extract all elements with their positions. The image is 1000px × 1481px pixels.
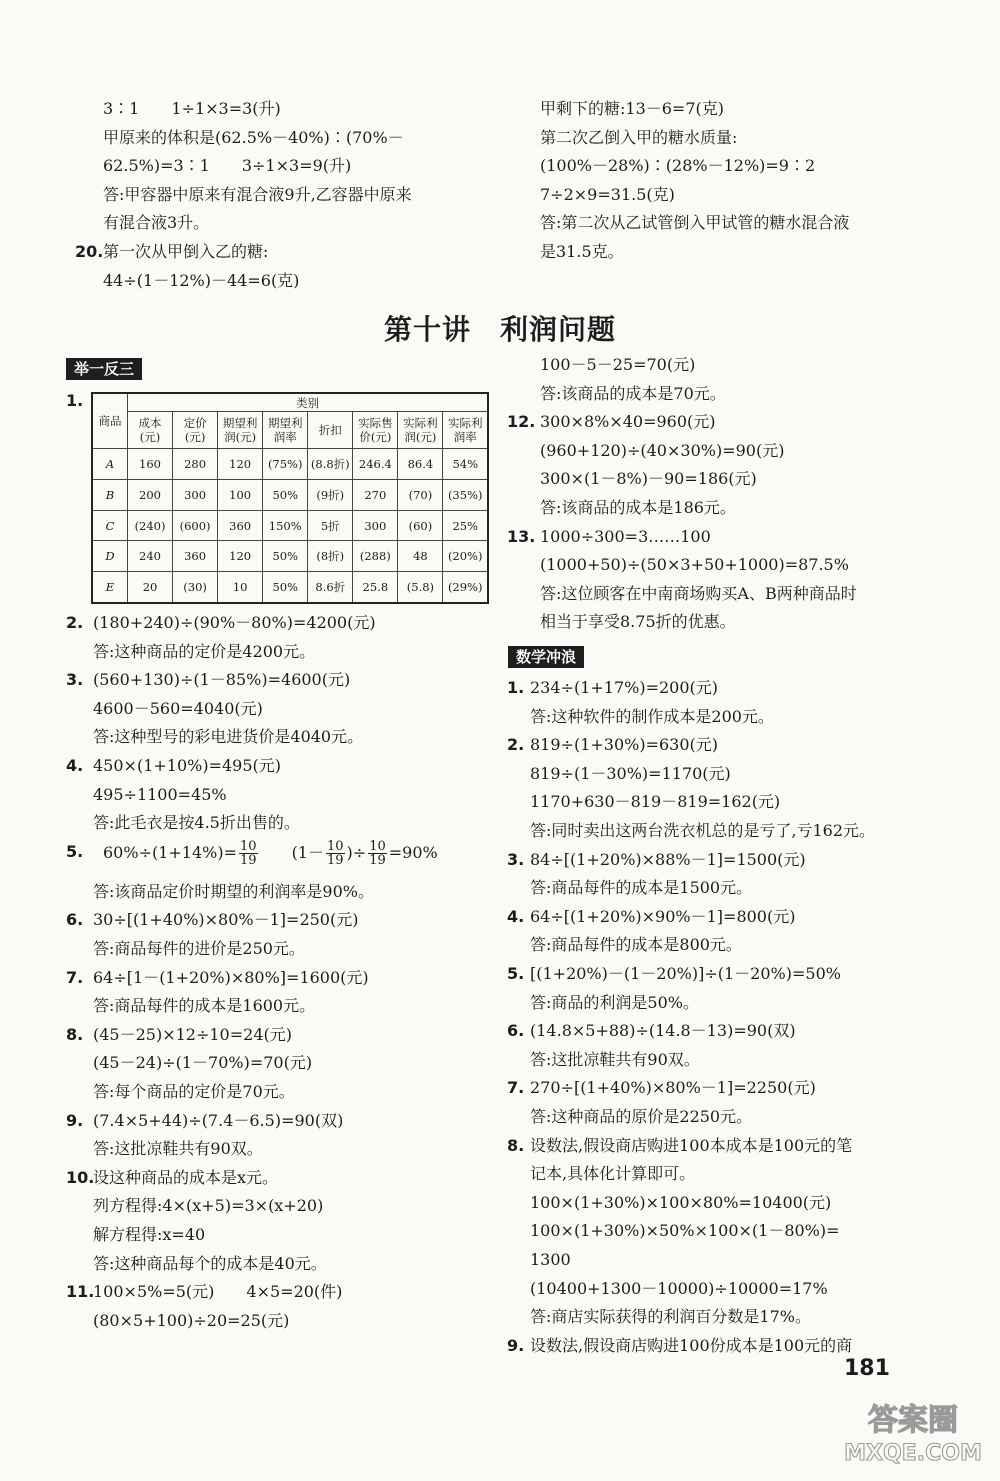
answer-line: (560+130)÷(1－85%)=4600(元) (93, 670, 351, 690)
table-cell: (288) (353, 541, 398, 572)
answer-line: 3∶1 1÷1×3=3(升) (103, 99, 281, 118)
table-cell: (70) (398, 479, 443, 510)
question-number: 2. (66, 613, 84, 632)
question-number: 6. (507, 1021, 525, 1041)
answer-line: 100－5－25=70(元) (540, 355, 696, 374)
answer-line: 答:这种软件的制作成本是200元。 (530, 706, 774, 726)
answer-line: 答:每个商品的定价是70元。 (93, 1082, 295, 1101)
question-number: 3. (66, 670, 84, 690)
answer-line: 解方程得:x=40 (93, 1225, 206, 1244)
fraction (239, 840, 258, 867)
answer-line: 答:甲容器中原来有混合液9升,乙容器中原来 (103, 184, 412, 204)
table-cell: (8.8折) (308, 449, 353, 480)
answer-line: 答:这位顾客在中南商场购买A、B两种商品时 (540, 583, 857, 603)
answer-line: 答:此毛衣是按4.5折出售的。 (93, 813, 300, 833)
table-cell: (240) (128, 510, 173, 541)
answer-line: 设数法,假设商店购进100份成本是100元的商 (530, 1335, 853, 1355)
question-number: 10. (66, 1167, 95, 1187)
table-row (92, 479, 488, 510)
chapter-title: 第十讲 利润问题 (383, 313, 616, 346)
table-cell: 240 (128, 541, 173, 572)
question-number: 13. (507, 526, 536, 546)
table-cell: 300 (173, 479, 218, 510)
answer-line: 设数法,假设商店购进100本成本是100元的笔 (530, 1135, 853, 1155)
answer-line: 答:商品每件的进价是250元。 (93, 939, 305, 958)
answer-line: 300×8%×40=960(元) (540, 412, 716, 432)
answer-line: 819÷(1－30%)=1170(元) (530, 763, 731, 783)
table-cell: 160 (128, 449, 173, 480)
answer-line: 答:商品的利润是50%。 (530, 992, 699, 1012)
answer-line: 234÷(1+17%)=200(元) (530, 678, 719, 697)
table-row (92, 541, 488, 572)
answer-line: 答:这种商品的定价是4200元。 (93, 641, 316, 661)
denominator: 19 (369, 852, 386, 868)
numerator: 10 (240, 838, 257, 854)
table-cell: (35%) (443, 479, 488, 510)
answer-line: 495÷1100=45% (93, 784, 227, 804)
answer-line: 答:商品每件的成本是1600元。 (93, 996, 316, 1016)
table-cell: C (92, 510, 128, 541)
table-cell: (600) (173, 510, 218, 541)
numerator: 10 (369, 838, 386, 854)
answer-line: 是31.5克。 (540, 242, 624, 261)
table-cell: B (92, 479, 128, 510)
question-number: 8. (66, 1024, 84, 1044)
answer-line: 64÷[(1+20%)×90%－1]=800(元) (530, 906, 796, 926)
question-number: 4. (507, 906, 525, 926)
answer-line: 答:该商品的成本是70元。 (540, 383, 726, 403)
question-number: 9. (66, 1110, 84, 1130)
table-cell: 246.4 (353, 449, 398, 480)
answer-line: 答:同时卖出这两台洗衣机总的是亏了,亏162元。 (530, 821, 876, 840)
question-number: 7. (507, 1078, 525, 1098)
column-header-cell: 成本 (元) (128, 412, 173, 449)
question-number: 3. (507, 849, 525, 869)
answer-line: 62.5%)=3∶1 3÷1×3=9(升) (103, 156, 352, 176)
table-cell: 120 (218, 541, 263, 572)
answer-line: (960+120)÷(40×30%)=90(元) (540, 440, 785, 460)
table-cell: 20 (128, 572, 173, 603)
answer-line: 64÷[1－(1+20%)×80%]=1600(元) (93, 967, 369, 987)
table-cell: 300 (353, 510, 398, 541)
question-number: 7. (66, 967, 84, 987)
answer-line: (7.4×5+44)÷(7.4－6.5)=90(双) (93, 1110, 344, 1130)
answer-line: 450×(1+10%)=495(元) (93, 756, 282, 775)
table-row (92, 510, 488, 541)
question-number: 20. (75, 242, 104, 261)
answer-line: 设这种商品的成本是x元。 (93, 1167, 279, 1187)
question-number: 5. (66, 841, 84, 861)
column-header-cell: 实际利 润(元) (398, 412, 443, 449)
answer-line: 300×(1－8%)－90=186(元) (540, 469, 757, 489)
question-number: 2. (507, 735, 525, 755)
table-cell: 50% (263, 572, 308, 603)
table-cell: 280 (173, 449, 218, 480)
denominator: 19 (327, 852, 344, 868)
answer-line: 100×5%=5(元) 4×5=20(件) (93, 1282, 343, 1302)
answer-line: 60%÷(1+14%)= $\frac{10}{19}$ (1－ $\frac{10}{19}$ )÷ $\frac{10}{19}$ =90% (103, 838, 438, 868)
table-cell: 10 (218, 572, 263, 603)
answer-line: (45－24)÷(1－70%)=70(元) (93, 1053, 313, 1073)
table-cell: 120 (218, 449, 263, 480)
category-header-cell: 类别 (128, 393, 489, 412)
answer-line: 甲原来的体积是(62.5%－40%)∶(70%－ (103, 127, 404, 147)
answer-line: 答:该商品的成本是186元。 (540, 498, 736, 517)
table-cell: (5.8) (398, 572, 443, 603)
column-header-cell: 期望利 润(元) (218, 412, 263, 449)
answer-line: 有混合液3升。 (103, 213, 210, 233)
question-number: 9. (507, 1335, 525, 1355)
table-cell: 270 (353, 479, 398, 510)
answer-line: 第二次乙倒入甲的糖水质量: (540, 127, 738, 147)
column-header-cell: 定价 (元) (173, 412, 218, 449)
table-cell: E (92, 572, 128, 603)
answer-line: (100%－28%)∶(28%－12%)=9∶2 (540, 156, 816, 176)
page-number: 181 (844, 1356, 890, 1381)
answer-line: 1000÷300=3……100 (540, 526, 711, 546)
table-cell: 150% (263, 510, 308, 541)
answer-line: 100×(1+30%)×100×80%=10400(元) (530, 1192, 832, 1212)
column-header-cell: 实际售 价(元) (353, 412, 398, 449)
table-cell: (8折) (308, 541, 353, 572)
table-cell: (30) (173, 572, 218, 603)
answer-line: 1300 (530, 1250, 571, 1269)
question-number: 4. (66, 756, 84, 775)
table-cell: 100 (218, 479, 263, 510)
answer-line: 270÷[(1+40%)×80%－1]=2250(元) (530, 1078, 816, 1098)
table-cell: 200 (128, 479, 173, 510)
answer-line: 答:这批凉鞋共有90双。 (93, 1139, 263, 1159)
answer-line: (45－25)×12÷10=24(元) (93, 1024, 292, 1044)
question-number: 5. (507, 964, 525, 983)
table-cell: 360 (173, 541, 218, 572)
question-number: 6. (66, 910, 84, 930)
table-cell: 48 (398, 541, 443, 572)
table-cell: 25.8 (353, 572, 398, 603)
answer-line: 答:这种型号的彩电进货价是4040元。 (93, 727, 364, 747)
answer-line: (14.8×5+88)÷(14.8－13)=90(双) (530, 1021, 796, 1041)
table-cell: (9折) (308, 479, 353, 510)
denominator: 19 (240, 852, 257, 868)
answer-line: 第一次从甲倒入乙的糖: (103, 242, 269, 261)
answer-line: [(1+20%)－(1－20%)]÷(1－20%)=50% (530, 964, 841, 983)
table-cell: 50% (263, 541, 308, 572)
table-row (92, 449, 488, 480)
answer-line: 甲剩下的糖:13－6=7(克) (540, 99, 725, 118)
answer-line: 7÷2×9=31.5(克) (540, 184, 675, 204)
column-header-cell: 实际利 润率 (443, 412, 488, 449)
table-cell: (29%) (443, 572, 488, 603)
fraction (326, 840, 345, 867)
answer-line: 44÷(1－12%)－44=6(克) (103, 270, 300, 290)
question-number: 12. (507, 412, 536, 432)
table-cell: 54% (443, 449, 488, 480)
watermark-logo (838, 1396, 988, 1468)
column-header-cell: 期望利 润率 (263, 412, 308, 449)
table-cell: 25% (443, 510, 488, 541)
svg-text:答案圈: 答案圈 (868, 1403, 958, 1438)
question-number: 1. (507, 678, 525, 697)
table-cell: D (92, 541, 128, 572)
section-badge: 数学冲浪 (508, 646, 584, 668)
answer-line: 记本,具体化计算即可。 (530, 1164, 696, 1184)
answer-line: 答:商品每件的成本是1500元。 (530, 878, 753, 898)
answer-line: (80×5+100)÷20=25(元) (93, 1310, 290, 1330)
table-cell: (60) (398, 510, 443, 541)
table-row (92, 572, 488, 603)
answer-line: 相当于享受8.75折的优惠。 (540, 612, 736, 632)
answer-line: 答:这批凉鞋共有90双。 (530, 1049, 700, 1069)
answer-line: 列方程得:4×(x+5)=3×(x+20) (93, 1196, 324, 1216)
fraction (368, 840, 387, 867)
answer-line: 答:这种商品的原价是2250元。 (530, 1107, 753, 1126)
answer-line: 4600－560=4040(元) (93, 698, 263, 718)
column-header-cell: 折扣 (308, 412, 353, 449)
table-cell: 5折 (308, 510, 353, 541)
table-cell: (20%) (443, 541, 488, 572)
table-cell: 86.4 (398, 449, 443, 480)
answer-line: 答:第二次从乙试管倒入甲试管的糖水混合液 (540, 213, 850, 233)
answer-line: (1000+50)÷(50×3+50+1000)=87.5% (540, 555, 849, 575)
answer-line: 答:商品每件的成本是800元。 (530, 935, 742, 955)
table-cell: (75%) (263, 449, 308, 480)
answer-line: 答:商店实际获得的利润百分数是17%。 (530, 1307, 811, 1327)
table-cell: A (92, 449, 128, 480)
question-number: 8. (507, 1135, 525, 1155)
answer-line: 答:这种商品每个的成本是40元。 (93, 1253, 327, 1273)
answer-line: 1170+630－819－819=162(元) (530, 792, 781, 812)
svg-text:MXQE.COM: MXQE.COM (844, 1441, 982, 1466)
profit-table (91, 392, 489, 604)
answer-line: 100×(1+30%)×50%×100×(1－80%)= (530, 1221, 840, 1241)
answer-line: 30÷[(1+40%)×80%－1]=250(元) (93, 910, 359, 930)
numerator: 10 (327, 838, 344, 854)
table-cell: 8.6折 (308, 572, 353, 603)
section-badge: 举一反三 (66, 358, 142, 380)
question-number: 1. (66, 391, 84, 410)
answer-line: (180+240)÷(90%－80%)=4200(元) (93, 613, 376, 632)
table-cell: 50% (263, 479, 308, 510)
row-header-cell: 商品 (92, 393, 128, 449)
answer-line: 答:该商品定价时期望的利润率是90%。 (93, 881, 374, 901)
question-number: 11. (66, 1282, 95, 1302)
answer-line: (10400+1300－10000)÷10000=17% (530, 1278, 828, 1298)
answer-line: 84÷[(1+20%)×88%－1]=1500(元) (530, 849, 806, 869)
table-cell: 360 (218, 510, 263, 541)
answer-line: 819÷(1+30%)=630(元) (530, 735, 719, 755)
